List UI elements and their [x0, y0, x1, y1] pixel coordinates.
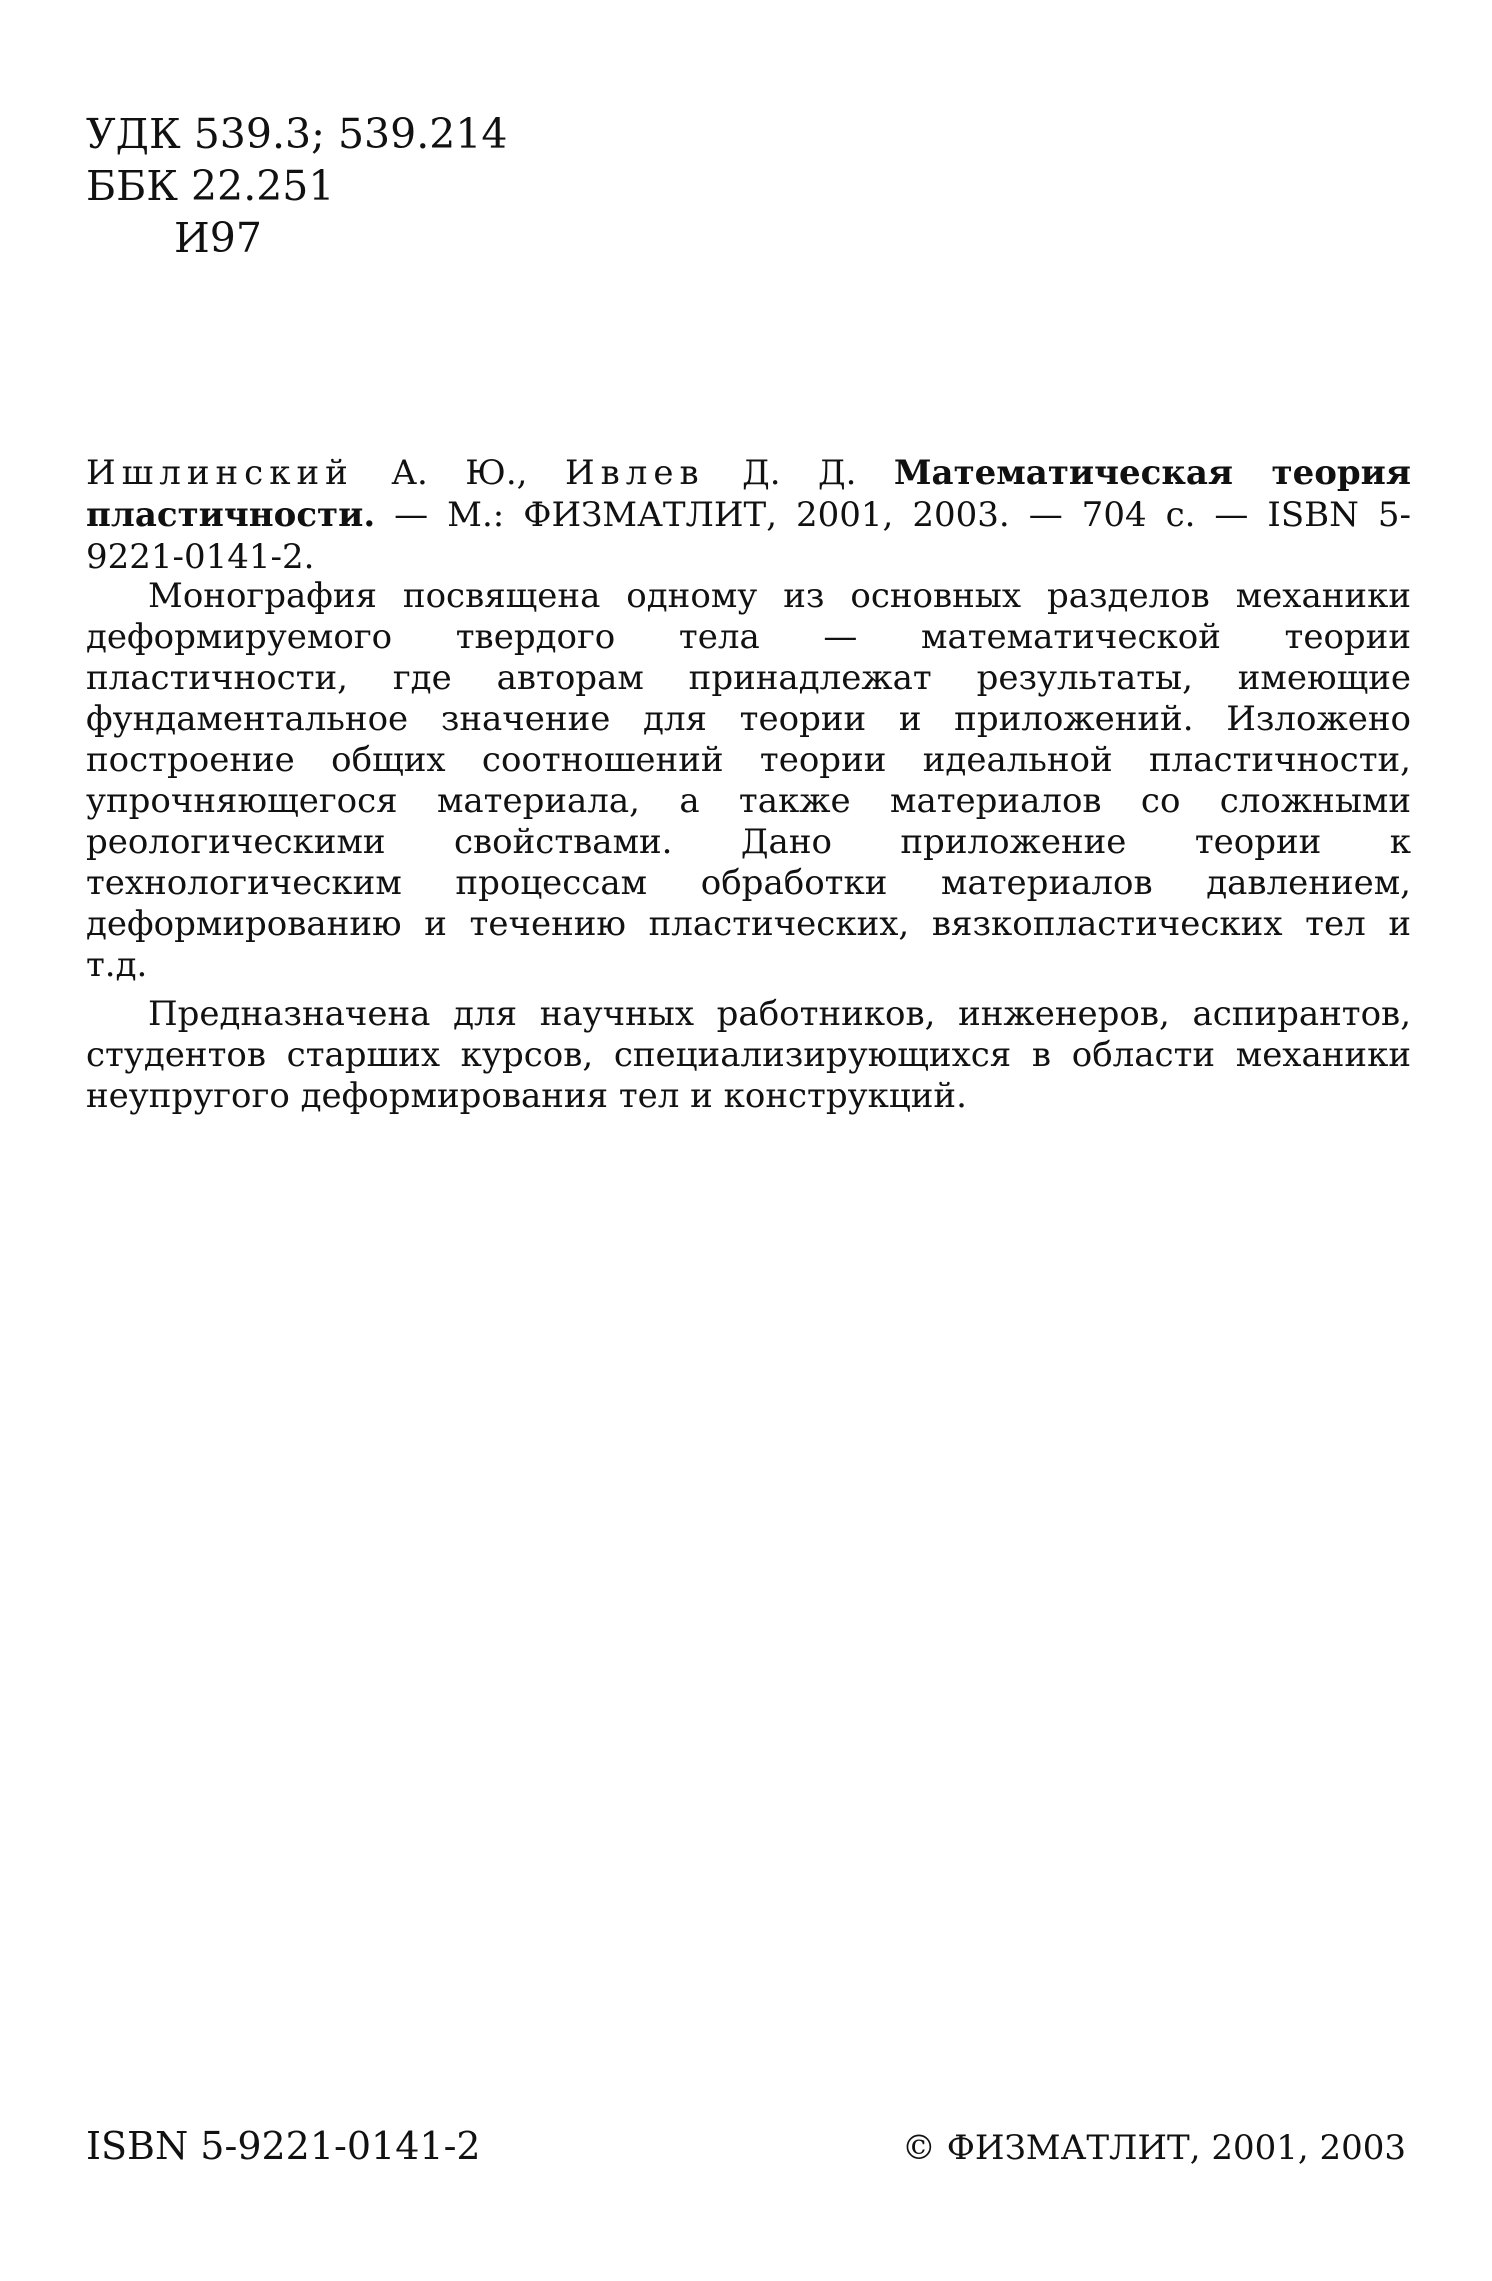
book-title: Математическая теория пластичности. [86, 453, 1412, 535]
imprint: — М.: ФИЗМАТЛИТ, 2001, 2003. — 704 с. — ISBN 5-9221-0141-2. [86, 495, 1411, 577]
bbk-code: ББК 22.251 [86, 162, 335, 210]
author-sign-code: И97 [174, 214, 262, 262]
udk-code: УДК 539.3; 539.214 [86, 110, 508, 158]
abstract-paragraph-1: Монография посвящена одному из основных разделов механики деформируемого твердого тела — математической теории пластичности, где авторам принадлежат результаты, имеющие фундаментальное значение для теории и приложений. Изложено построение общих соотношений теории идеальной пластичности, упрочняющегося материала, а также материалов со сложными реологическими свойствами. Дано приложение теории к технологическим процессам обработки материалов давлением, деформированию и течению пластических, вязкопластических тел и т.д. [86, 576, 1411, 985]
abstract [86, 576, 1411, 1125]
classification-block [86, 108, 508, 264]
author-1-surname: Ишлинский [86, 453, 354, 493]
footer-copyright: © ФИЗМАТЛИТ, 2001, 2003 [901, 2128, 1406, 2168]
author-2-surname: Ивлев [564, 453, 705, 493]
author-1-initials: А. Ю., [391, 453, 528, 493]
footer-isbn: ISBN 5-9221-0141-2 [86, 2124, 481, 2168]
bibliographic-citation [86, 452, 1411, 578]
abstract-paragraph-2: Предназначена для научных работников, инженеров, аспирантов, студентов старших курсов, специализирующихся в области механики неупругого деформирования тел и конструкций. [86, 994, 1411, 1116]
author-2-initials: Д. Д. [742, 453, 857, 493]
